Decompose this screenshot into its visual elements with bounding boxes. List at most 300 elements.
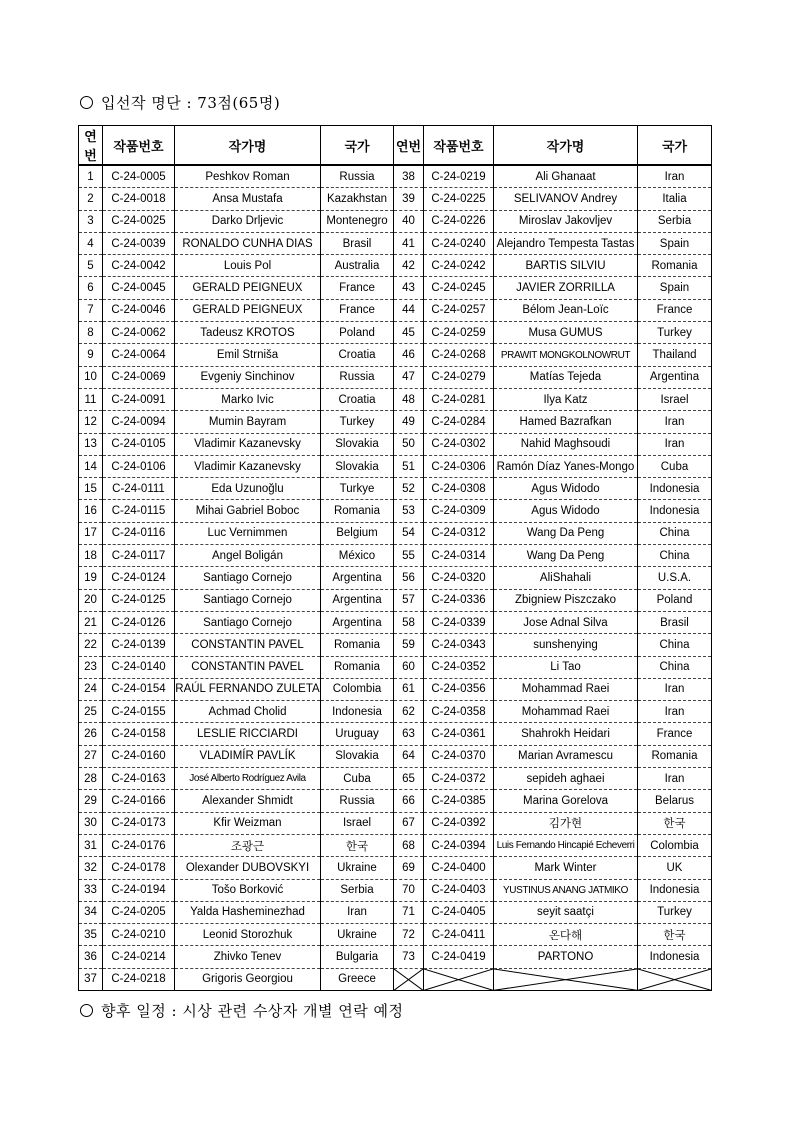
country: Cuba (638, 455, 712, 477)
entry-number: 64 (394, 745, 424, 767)
table-row (79, 634, 712, 656)
artist-name: Eda Uzunoğlu (175, 478, 321, 500)
table-row (79, 277, 712, 299)
table-row (79, 299, 712, 321)
artist-name: Miroslav Jakovljev (494, 210, 638, 232)
artist-name: Jose Adnal Silva (494, 611, 638, 633)
work-number: C-24-0163 (103, 768, 175, 790)
country: Israel (638, 388, 712, 410)
artist-name: Mumin Bayram (175, 411, 321, 433)
artist-name: SELIVANOV Andrey (494, 188, 638, 210)
entry-number: 56 (394, 567, 424, 589)
entry-number: 2 (79, 188, 103, 210)
artist-name: Olexander DUBOVSKYI (175, 857, 321, 879)
country: China (638, 522, 712, 544)
table-row (79, 857, 712, 879)
entry-number: 63 (394, 723, 424, 745)
entry-number: 40 (394, 210, 424, 232)
work-number: C-24-0116 (103, 522, 175, 544)
table-row (79, 879, 712, 901)
table-row (79, 322, 712, 344)
title-text: 입선작 명단 : 73점(65명) (101, 94, 281, 112)
artist-name: Shahrokh Heidari (494, 723, 638, 745)
entry-number: 57 (394, 589, 424, 611)
table-row (79, 701, 712, 723)
artist-name: Yalda Hasheminezhad (175, 901, 321, 923)
work-number: C-24-0257 (424, 299, 494, 321)
country: Israel (321, 812, 394, 834)
entry-number: 14 (79, 455, 103, 477)
table-row (79, 455, 712, 477)
artist-name: Li Tao (494, 656, 638, 678)
country: Serbia (638, 210, 712, 232)
artist-name: Santiago Cornejo (175, 589, 321, 611)
entry-number: 43 (394, 277, 424, 299)
country: Argentina (321, 589, 394, 611)
country: Spain (638, 277, 712, 299)
artist-name: Agus Widodo (494, 478, 638, 500)
country: Romania (321, 634, 394, 656)
work-number: C-24-0336 (424, 589, 494, 611)
country: France (638, 299, 712, 321)
artist-name: PRAWIT MONGKOLNOWRUT (494, 344, 638, 366)
artist-name: José Alberto Rodríguez Avila (175, 768, 321, 790)
work-number: C-24-0370 (424, 745, 494, 767)
work-number: C-24-0176 (103, 834, 175, 856)
artist-name: Kfir Weizman (175, 812, 321, 834)
country: Turkey (638, 322, 712, 344)
artist-name: Musa GUMUS (494, 322, 638, 344)
country: 한국 (321, 834, 394, 856)
column-header: 작가명 (494, 126, 638, 166)
entry-number: 11 (79, 388, 103, 410)
table-row (79, 433, 712, 455)
work-number: C-24-0154 (103, 678, 175, 700)
work-number: C-24-0140 (103, 656, 175, 678)
entry-number: 6 (79, 277, 103, 299)
work-number: C-24-0105 (103, 433, 175, 455)
entry-number: 42 (394, 255, 424, 277)
artist-name: Alejandro Tempesta Tastas (494, 232, 638, 254)
entry-number: 28 (79, 768, 103, 790)
country: Iran (638, 701, 712, 723)
work-number: C-24-0178 (103, 857, 175, 879)
entry-number: 45 (394, 322, 424, 344)
country: Belarus (638, 790, 712, 812)
column-header: 연번 (394, 126, 424, 166)
entry-number: 15 (79, 478, 103, 500)
artist-name: LESLIE RICCIARDI (175, 723, 321, 745)
artist-name: 온다해 (494, 924, 638, 946)
entry-number: 38 (394, 165, 424, 188)
work-number: C-24-0358 (424, 701, 494, 723)
country: Belgium (321, 522, 394, 544)
column-header: 연번 (79, 126, 103, 166)
table-row (79, 678, 712, 700)
country: Colombia (638, 834, 712, 856)
page-title (80, 92, 280, 113)
country: México (321, 545, 394, 567)
table-row (79, 545, 712, 567)
table-row (79, 411, 712, 433)
table-row (79, 611, 712, 633)
artist-name: Mihai Gabriel Boboc (175, 500, 321, 522)
work-number: C-24-0219 (424, 165, 494, 188)
table-row (79, 344, 712, 366)
country: Slovakia (321, 455, 394, 477)
work-number: C-24-0158 (103, 723, 175, 745)
country: France (638, 723, 712, 745)
artist-name: Vladimir Kazanevsky (175, 433, 321, 455)
artist-name: Alexander Shmidt (175, 790, 321, 812)
work-number: C-24-0281 (424, 388, 494, 410)
table-row (79, 232, 712, 254)
work-number: C-24-0352 (424, 656, 494, 678)
artist-name: AliShahali (494, 567, 638, 589)
entry-number: 32 (79, 857, 103, 879)
country: Poland (321, 322, 394, 344)
country: Slovakia (321, 745, 394, 767)
work-number: C-24-0091 (103, 388, 175, 410)
work-number: C-24-0111 (103, 478, 175, 500)
country: Poland (638, 589, 712, 611)
entry-number: 9 (79, 344, 103, 366)
table-row (79, 522, 712, 544)
country: Kazakhstan (321, 188, 394, 210)
table-row (79, 946, 712, 968)
entry-number: 70 (394, 879, 424, 901)
table-row (79, 812, 712, 834)
entry-number: 47 (394, 366, 424, 388)
entry-number: 51 (394, 455, 424, 477)
country: Ukraine (321, 924, 394, 946)
empty-cell (494, 968, 638, 990)
entry-number: 23 (79, 656, 103, 678)
artist-name: Leonid Storozhuk (175, 924, 321, 946)
work-number: C-24-0125 (103, 589, 175, 611)
entry-number: 65 (394, 768, 424, 790)
country: Thailand (638, 344, 712, 366)
entry-number: 73 (394, 946, 424, 968)
country: Cuba (321, 768, 394, 790)
artist-name: CONSTANTIN PAVEL (175, 634, 321, 656)
country: Romania (638, 745, 712, 767)
entry-number: 10 (79, 366, 103, 388)
work-number: C-24-0025 (103, 210, 175, 232)
entry-number: 7 (79, 299, 103, 321)
table-row (79, 924, 712, 946)
work-number: C-24-0218 (103, 968, 175, 990)
work-number: C-24-0005 (103, 165, 175, 188)
entry-number: 26 (79, 723, 103, 745)
artist-name: RAÚL FERNANDO ZULETA (175, 678, 321, 700)
work-number: C-24-0062 (103, 322, 175, 344)
table-row (79, 388, 712, 410)
work-number: C-24-0166 (103, 790, 175, 812)
table-row (79, 366, 712, 388)
country: 한국 (638, 924, 712, 946)
entry-number: 36 (79, 946, 103, 968)
work-number: C-24-0312 (424, 522, 494, 544)
artist-name: Ali Ghanaat (494, 165, 638, 188)
entry-number: 8 (79, 322, 103, 344)
column-header: 국가 (321, 126, 394, 166)
entry-number: 39 (394, 188, 424, 210)
artist-name: Ramón Díaz Yanes-Mongo (494, 455, 638, 477)
table-row (79, 745, 712, 767)
artist-name: Marian Avramescu (494, 745, 638, 767)
table-row (79, 589, 712, 611)
artist-name: Darko Drljevic (175, 210, 321, 232)
work-number: C-24-0139 (103, 634, 175, 656)
artist-name: Wang Da Peng (494, 545, 638, 567)
artist-name: Zhivko Tenev (175, 946, 321, 968)
country: Turkey (321, 411, 394, 433)
work-number: C-24-0306 (424, 455, 494, 477)
country: Greece (321, 968, 394, 990)
work-number: C-24-0064 (103, 344, 175, 366)
entry-number: 31 (79, 834, 103, 856)
work-number: C-24-0117 (103, 545, 175, 567)
entry-number: 50 (394, 433, 424, 455)
entry-number: 12 (79, 411, 103, 433)
entry-number: 33 (79, 879, 103, 901)
work-number: C-24-0210 (103, 924, 175, 946)
empty-cell (638, 968, 712, 990)
entry-number: 68 (394, 834, 424, 856)
entry-number: 25 (79, 701, 103, 723)
entry-number: 34 (79, 901, 103, 923)
entry-number: 35 (79, 924, 103, 946)
entry-number: 22 (79, 634, 103, 656)
empty-cell (424, 968, 494, 990)
table-row (79, 255, 712, 277)
table-row (79, 500, 712, 522)
country: France (321, 299, 394, 321)
table-row (79, 901, 712, 923)
artist-name: Luis Fernando Hincapié Echeverri (494, 834, 638, 856)
entry-number: 30 (79, 812, 103, 834)
artist-name: Tadeusz KROTOS (175, 322, 321, 344)
entry-number: 66 (394, 790, 424, 812)
artist-name: Luc Vernimmen (175, 522, 321, 544)
work-number: C-24-0046 (103, 299, 175, 321)
schedule-note (80, 1000, 404, 1021)
entry-number: 3 (79, 210, 103, 232)
entry-number: 59 (394, 634, 424, 656)
work-number: C-24-0018 (103, 188, 175, 210)
country: Brasil (321, 232, 394, 254)
column-header: 작품번호 (103, 126, 175, 166)
artist-name: Bélom Jean-Loïc (494, 299, 638, 321)
work-number: C-24-0385 (424, 790, 494, 812)
entry-number: 21 (79, 611, 103, 633)
work-number: C-24-0339 (424, 611, 494, 633)
work-number: C-24-0308 (424, 478, 494, 500)
entry-number: 4 (79, 232, 103, 254)
entry-number: 37 (79, 968, 103, 990)
artist-name: Peshkov Roman (175, 165, 321, 188)
work-number: C-24-0411 (424, 924, 494, 946)
entry-number: 5 (79, 255, 103, 277)
table-row (79, 768, 712, 790)
column-header: 작품번호 (424, 126, 494, 166)
work-number: C-24-0259 (424, 322, 494, 344)
circle-bullet-icon (80, 96, 93, 109)
artist-name: Tošo Borković (175, 879, 321, 901)
artist-name: YUSTINUS ANANG JATMIKO (494, 879, 638, 901)
work-number: C-24-0279 (424, 366, 494, 388)
entry-number: 20 (79, 589, 103, 611)
work-number: C-24-0094 (103, 411, 175, 433)
winners-table (78, 125, 712, 991)
country: Iran (638, 165, 712, 188)
work-number: C-24-0124 (103, 567, 175, 589)
country: Russia (321, 790, 394, 812)
work-number: C-24-0268 (424, 344, 494, 366)
entry-number: 16 (79, 500, 103, 522)
country: Colombia (321, 678, 394, 700)
country: France (321, 277, 394, 299)
country: Brasil (638, 611, 712, 633)
country: Russia (321, 366, 394, 388)
artist-name: Emil Strniša (175, 344, 321, 366)
entry-number: 27 (79, 745, 103, 767)
entry-number: 49 (394, 411, 424, 433)
work-number: C-24-0361 (424, 723, 494, 745)
table-row (79, 165, 712, 188)
artist-name: Mohammad Raei (494, 701, 638, 723)
work-number: C-24-0173 (103, 812, 175, 834)
country: China (638, 634, 712, 656)
artist-name: Nahid Maghsoudi (494, 433, 638, 455)
artist-name: Santiago Cornejo (175, 567, 321, 589)
artist-name: Achmad Cholid (175, 701, 321, 723)
entry-number: 60 (394, 656, 424, 678)
work-number: C-24-0314 (424, 545, 494, 567)
artist-name: VLADIMÍR PAVLÍK (175, 745, 321, 767)
entry-number: 72 (394, 924, 424, 946)
country: Montenegro (321, 210, 394, 232)
entry-number: 19 (79, 567, 103, 589)
artist-name: Angel Boligán (175, 545, 321, 567)
work-number: C-24-0242 (424, 255, 494, 277)
artist-name: CONSTANTIN PAVEL (175, 656, 321, 678)
work-number: C-24-0405 (424, 901, 494, 923)
work-number: C-24-0042 (103, 255, 175, 277)
country: Italia (638, 188, 712, 210)
country: Indonesia (638, 946, 712, 968)
artist-name: RONALDO CUNHA DIAS (175, 232, 321, 254)
country: China (638, 656, 712, 678)
artist-name: 조광근 (175, 834, 321, 856)
entry-number: 71 (394, 901, 424, 923)
country: Argentina (321, 611, 394, 633)
table-row (79, 834, 712, 856)
work-number: C-24-0225 (424, 188, 494, 210)
artist-name: Matías Tejeda (494, 366, 638, 388)
artist-name: Zbigniew Piszczako (494, 589, 638, 611)
country: Iran (638, 433, 712, 455)
country: Iran (321, 901, 394, 923)
country: Ukraine (321, 857, 394, 879)
country: China (638, 545, 712, 567)
work-number: C-24-0245 (424, 277, 494, 299)
country: Spain (638, 232, 712, 254)
entry-number: 1 (79, 165, 103, 188)
table-body (79, 165, 712, 990)
artist-name: 김가현 (494, 812, 638, 834)
country: Croatia (321, 388, 394, 410)
artist-name: GERALD PEIGNEUX (175, 277, 321, 299)
country: Slovakia (321, 433, 394, 455)
artist-name: Vladimir Kazanevsky (175, 455, 321, 477)
entry-number: 17 (79, 522, 103, 544)
entry-number: 69 (394, 857, 424, 879)
work-number: C-24-0155 (103, 701, 175, 723)
table-row (79, 968, 712, 990)
work-number: C-24-0343 (424, 634, 494, 656)
table-row (79, 478, 712, 500)
country: Iran (638, 411, 712, 433)
country: Indonesia (638, 879, 712, 901)
work-number: C-24-0419 (424, 946, 494, 968)
entry-number: 44 (394, 299, 424, 321)
country: Bulgaria (321, 946, 394, 968)
work-number: C-24-0226 (424, 210, 494, 232)
entry-number: 29 (79, 790, 103, 812)
country: Indonesia (638, 500, 712, 522)
artist-name: Marko Ivic (175, 388, 321, 410)
artist-name: Marina Gorelova (494, 790, 638, 812)
entry-number: 55 (394, 545, 424, 567)
schedule-note-text: 향후 일정 : 시상 관련 수상자 개별 연락 예정 (101, 1002, 404, 1020)
work-number: C-24-0392 (424, 812, 494, 834)
entry-number: 61 (394, 678, 424, 700)
entry-number: 54 (394, 522, 424, 544)
work-number: C-24-0214 (103, 946, 175, 968)
entry-number: 18 (79, 545, 103, 567)
table-row (79, 210, 712, 232)
table-row (79, 723, 712, 745)
artist-name: Ilya Katz (494, 388, 638, 410)
table-row (79, 656, 712, 678)
work-number: C-24-0039 (103, 232, 175, 254)
country: Uruguay (321, 723, 394, 745)
work-number: C-24-0045 (103, 277, 175, 299)
work-number: C-24-0302 (424, 433, 494, 455)
artist-name: seyit saatçi (494, 901, 638, 923)
table-row (79, 188, 712, 210)
artist-name: sunshenying (494, 634, 638, 656)
country: Russia (321, 165, 394, 188)
artist-name: Ansa Mustafa (175, 188, 321, 210)
work-number: C-24-0284 (424, 411, 494, 433)
artist-name: GERALD PEIGNEUX (175, 299, 321, 321)
artist-name: Hamed Bazrafkan (494, 411, 638, 433)
work-number: C-24-0069 (103, 366, 175, 388)
country: Indonesia (321, 701, 394, 723)
country: Iran (638, 768, 712, 790)
work-number: C-24-0115 (103, 500, 175, 522)
entry-number: 62 (394, 701, 424, 723)
artist-name: Wang Da Peng (494, 522, 638, 544)
empty-cell (394, 968, 424, 990)
country: Argentina (638, 366, 712, 388)
artist-name: Agus Widodo (494, 500, 638, 522)
entry-number: 24 (79, 678, 103, 700)
entry-number: 52 (394, 478, 424, 500)
